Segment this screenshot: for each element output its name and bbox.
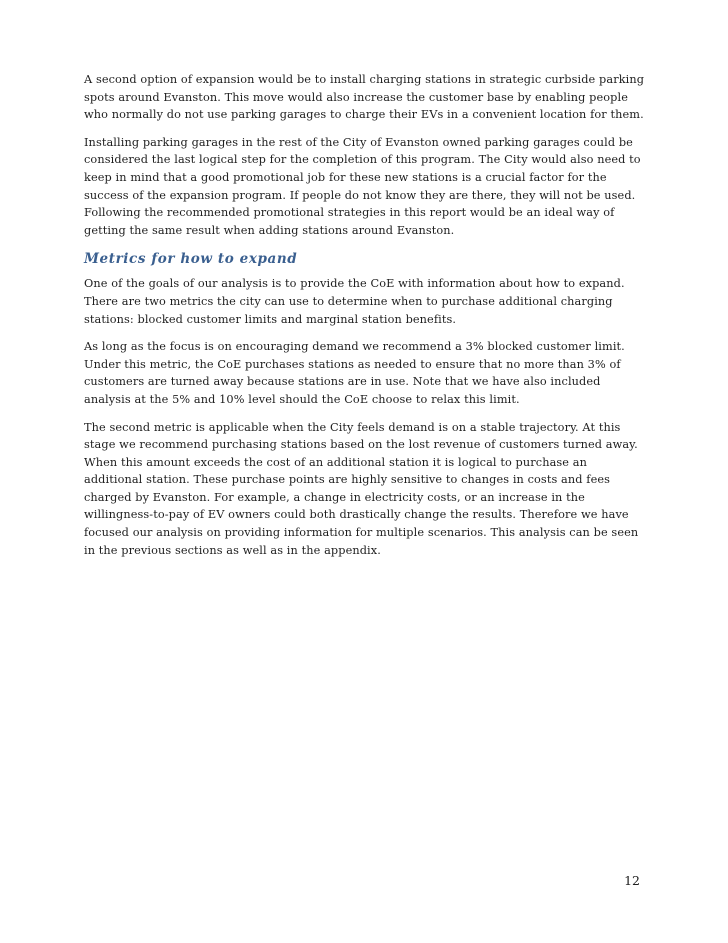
paragraph-second-metric: The second metric is applicable when the City feels demand is on a stable trajectory. At this stage we recommend purchasing stations based on the lost revenue of customers turned away. When this amount exceeds the cost of an additional station it is logical to purchase an additional station. These purchase points are highly sensitive to changes in costs and fees charged by Evanston. For example, a change in electricity costs, or an increase in the willingness-to-pay of EV owners could both drastically change the results. Therefore we have focused our analysis on providing information for multiple scenarios. This analysis can be seen in the previous sections as well as in the appendix.: [84, 420, 639, 557]
page-content: [84, 71, 646, 569]
paragraph-analysis-goals: One of the goals of our analysis is to provide the CoE with information about how to expand. There are two metrics the city can use to determine when to purchase additional charging stations: blocked customer limits and marginal station benefits.: [84, 277, 625, 326]
section-heading-metrics: Metrics for how to expand: [84, 251, 298, 268]
paragraph-parking-garages: Installing parking garages in the rest of the City of Evanston owned parking garages could be considered the last logical step for the completion of this program. The City would also need to keep in mind that a good promotional job for these new stations is a crucial factor for the success of the expansion program. If people do not know they are there, they will not be used. Following the recommended promotional strategies in this report would be an ideal way of getting the same result when adding stations around Evanston.: [84, 135, 641, 237]
page-number: 12: [624, 873, 640, 888]
paragraph-curbside-expansion: A second option of expansion would be to install charging stations in strategic curbside parking spots around Evanston. This move would also increase the customer base by enabling people who normally do not use parking garages to charge their EVs in a convenient location for them.: [84, 73, 645, 122]
paragraph-blocked-customer-limit: As long as the focus is on encouraging demand we recommend a 3% blocked customer limit. Under this metric, the CoE purchases stations as needed to ensure that no more than 3% of customers are turned away because stations are in use. Note that we have also included analysis at the 5% and 10% level should the CoE choose to relax this limit.: [84, 340, 625, 406]
